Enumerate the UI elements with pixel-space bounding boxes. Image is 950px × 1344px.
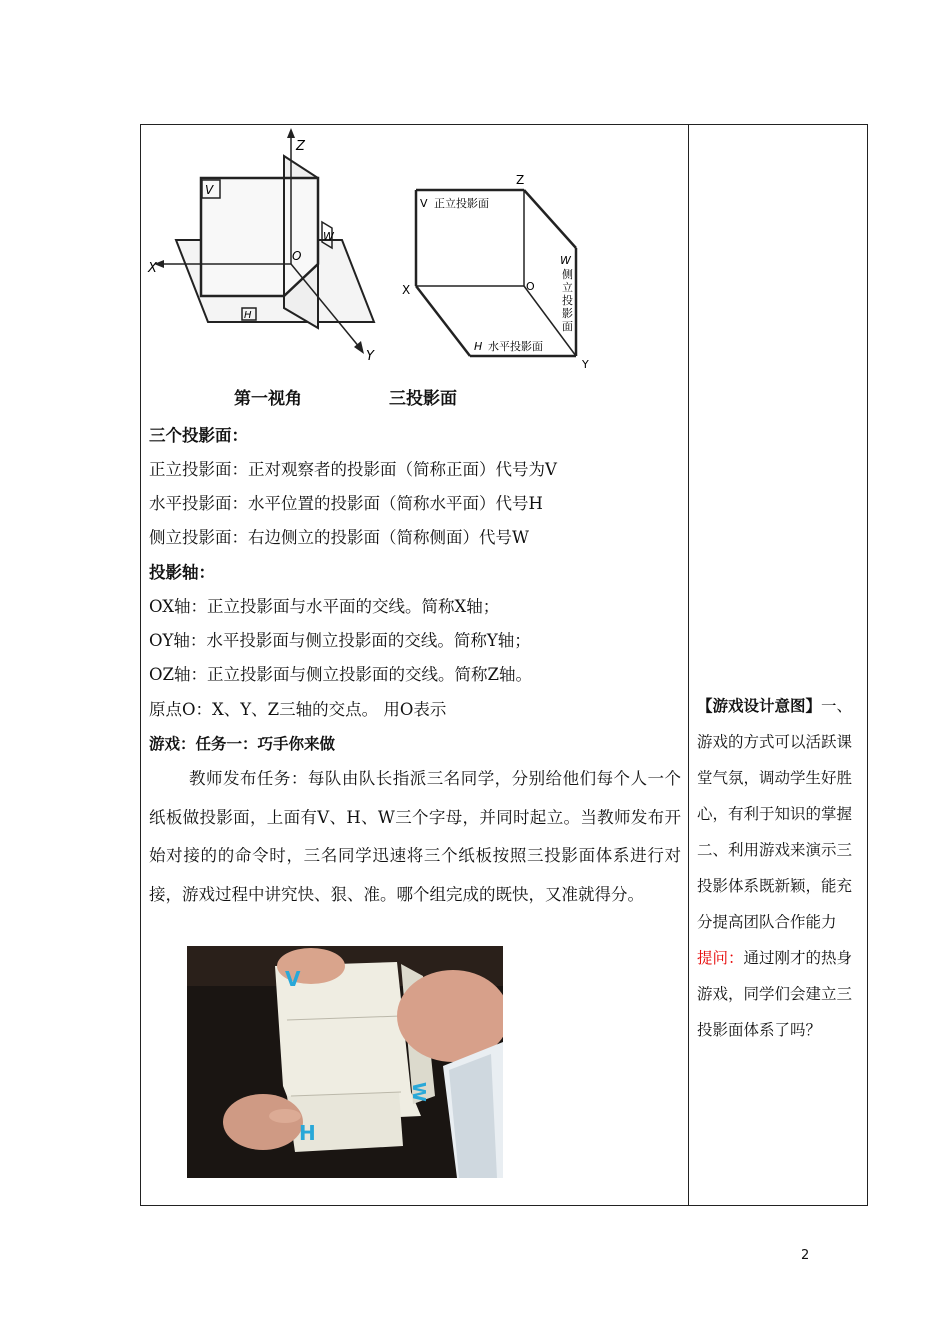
left-z-label: Z xyxy=(296,139,305,154)
heading-axes: 投影轴： xyxy=(149,563,215,582)
design-intent-label: 【游戏设计意图】 xyxy=(697,697,822,715)
right-v-name: 正立投影面 xyxy=(434,197,489,210)
right-w-name: 侧立投影面 xyxy=(562,268,573,333)
game-photo xyxy=(187,946,503,1178)
side-notes xyxy=(697,688,861,1048)
left-w-label: W xyxy=(323,230,334,243)
heading-game: 游戏：任务一：巧手你来做 xyxy=(149,735,336,753)
question-label: 提问： xyxy=(697,949,744,967)
right-z-label: Z xyxy=(516,173,525,187)
text-plane-w: 侧立投影面：右边侧立的投影面（简称侧面）代号W xyxy=(149,528,529,547)
design-intent-text: 一、游戏的方式可以活跃课堂气氛，调动学生好胜心，有利于知识的掌握 xyxy=(697,697,853,823)
right-x-label: X xyxy=(402,283,411,297)
heading-three-planes: 三个投影面： xyxy=(149,426,248,445)
text-plane-h: 水平投影面：水平位置的投影面（简称水平面）代号H xyxy=(149,494,543,513)
photo-letter-w: W xyxy=(408,1082,429,1102)
right-y-label: Y xyxy=(582,358,589,371)
right-w-label: W xyxy=(560,254,571,267)
design-point-two: 二、利用游戏来演示三投影体系既新颖，能充分提高团队合作能力 xyxy=(697,841,853,931)
right-h-name: 水平投影面 xyxy=(488,340,543,353)
text-axis-ox: OX轴：正立投影面与水平面的交线。简称X轴； xyxy=(149,597,500,616)
left-y-label: Y xyxy=(366,349,374,364)
game-description: 教师发布任务：每队由队长指派三名同学，分别给他们每个人一个纸板做投影面，上面有V、H、W三个字母，并同时起立。当教师发布开始对接的的命令时，三名同学迅速将三个纸板按照三投影面体系进行对接，游戏过程中讲究快、狠、准。哪个组完成的既快，又准就得分。 xyxy=(149,769,681,904)
right-h-label: H xyxy=(474,340,483,353)
text-origin: 原点O：X、Y、Z三轴的交点。 用O表示 xyxy=(149,700,447,719)
text-axis-oz: OZ轴：正立投影面与侧立投影面的交线。简称Z轴。 xyxy=(149,665,532,684)
photo-letter-v: V xyxy=(285,967,301,991)
caption-first-view: 第一视角 xyxy=(234,389,302,409)
text-axis-oy: OY轴：水平投影面与侧立投影面的交线。简称Y轴； xyxy=(149,631,531,650)
first-view-figure xyxy=(146,126,390,372)
left-x-label: X xyxy=(148,261,157,276)
left-o-label: O xyxy=(292,249,302,263)
page-number: 2 xyxy=(801,1248,810,1263)
left-h-label: H xyxy=(244,310,252,321)
question-text: 通过刚才的热身游戏，同学们会建立三投影面体系了吗？ xyxy=(697,949,853,1039)
text-plane-v: 正立投影面：正对观察者的投影面（简称正面）代号为V xyxy=(149,460,557,479)
left-v-label: V xyxy=(205,183,214,197)
caption-three-planes: 三投影面 xyxy=(389,389,457,409)
column-divider xyxy=(688,124,689,1206)
photo-letter-h: H xyxy=(299,1121,316,1145)
right-v-label: V xyxy=(420,197,428,210)
three-planes-figure xyxy=(398,172,594,372)
right-o-label: O xyxy=(526,280,535,293)
